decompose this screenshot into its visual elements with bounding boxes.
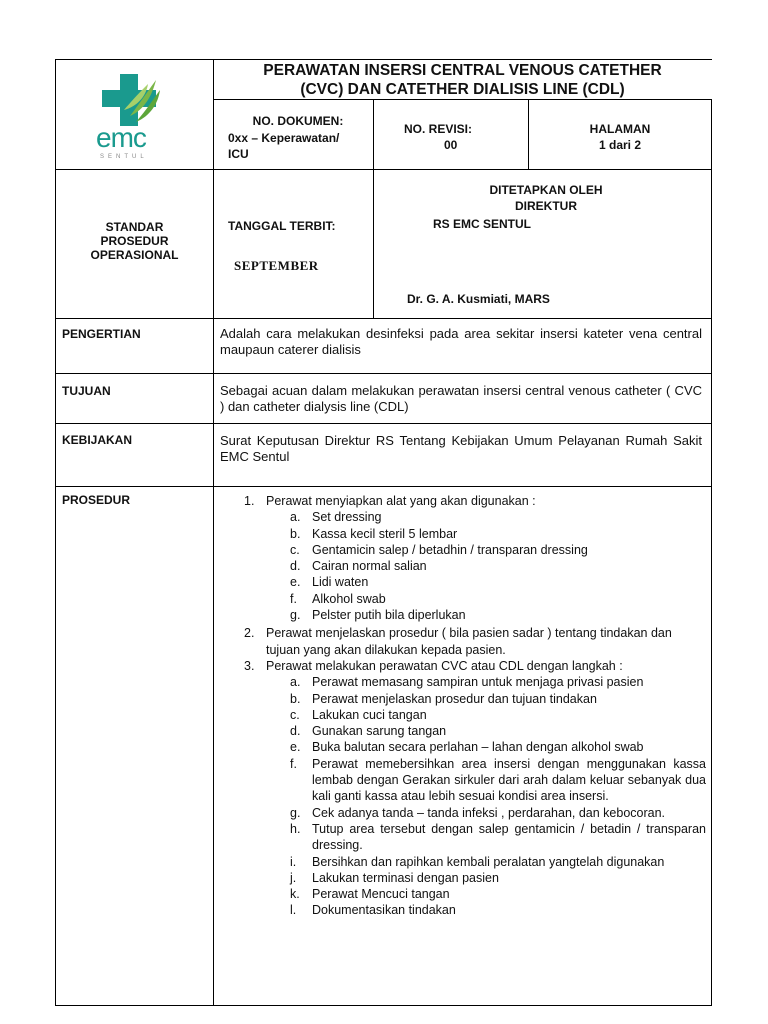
procedure-substep: f. Alkohol swab xyxy=(290,591,386,606)
page-value: 1 dari 2 xyxy=(598,138,642,152)
section-text-kebijakan: Surat Keputusan Direktur RS Tentang Kebijakan Umum Pelayanan Rumah Sakit EMC Sentul xyxy=(220,433,702,464)
doc-number-value: 0xx – Keperawatan/ xyxy=(228,131,340,145)
page-label: HALAMAN xyxy=(589,122,651,136)
procedure-substep: l. Dokumentasikan tindakan xyxy=(290,903,456,918)
cross-logo-icon xyxy=(90,70,170,130)
procedure-substep: e. Lidi waten xyxy=(290,575,369,590)
procedure-substep: i. Bersihkan dan rapihkan kembali peralatan yangtelah digunakan xyxy=(290,854,665,869)
procedure-substep: b. Kassa kecil steril 5 lembar xyxy=(290,526,458,541)
procedure-substep: d. Cairan normal salian xyxy=(290,559,427,574)
procedure-substep: k. Perawat Mencuci tangan xyxy=(290,887,450,902)
approved-by-label: DITETAPKAN OLEH xyxy=(489,183,603,197)
procedure-substep: c. Lakukan cuci tangan xyxy=(290,707,427,722)
issue-date-label: TANGGAL TERBIT: xyxy=(228,219,336,233)
procedure-substep: f. Perawat memebersihkan area insersi dengan menggunakan kassa lembab dengan Gerakan sirkuler dari arah dalam keluar sebanyak dua kali ganti kassa atau lebih sesuai kondisi area insersi. xyxy=(290,756,706,804)
sop-label-line1: STANDAR xyxy=(105,220,164,234)
procedure-substep: g. Pelster putih bila diperlukan xyxy=(290,608,466,623)
procedure-step: 1. Perawat menyiapkan alat yang akan digunakan : xyxy=(244,494,536,508)
approved-by-position: DIREKTUR xyxy=(515,199,577,213)
doc-number-label: NO. DOKUMEN: xyxy=(252,114,344,128)
revision-label: NO. REVISI: xyxy=(404,122,473,136)
doc-number-value-cont: ICU xyxy=(228,147,249,161)
section-text-tujuan: Sebagai acuan dalam melakukan perawatan insersi central venous catheter ( CVC ) dan catheter dialysis line (CDL) xyxy=(220,383,702,414)
procedure-substep: g. Cek adanya tanda – tanda infeksi , perdarahan, dan kebocoran. xyxy=(290,805,666,820)
procedure-substep: d. Gunakan sarung tangan xyxy=(290,724,447,739)
section-label-tujuan: TUJUAN xyxy=(62,384,111,398)
issue-date-value: SEPTEMBER xyxy=(234,258,319,273)
sop-label-line2: PROSEDUR xyxy=(100,234,169,248)
logo-subtext: SENTUL xyxy=(100,154,148,160)
approved-by-institution: RS EMC SENTUL xyxy=(433,217,532,231)
procedure-substep: h. Tutup area tersebut dengan salep gentamicin / betadin / transparan dressing. xyxy=(290,821,706,853)
section-label-kebijakan: KEBIJAKAN xyxy=(62,433,133,447)
procedure-substep: a. Set dressing xyxy=(290,510,382,525)
director-name: Dr. G. A. Kusmiati, MARS xyxy=(407,292,550,306)
procedure-step: 3. Perawat melakukan perawatan CVC atau CDL dengan langkah : xyxy=(244,658,623,673)
procedure-step: 2. Perawat menjelaskan prosedur ( bila pasien sadar ) tentang tindakan dan tujuan yang akan dilakukan kepada pasien. xyxy=(244,626,672,657)
procedure-substep: a. Perawat memasang sampiran untuk menjaga privasi pasien xyxy=(290,675,644,690)
procedure-substep: b. Perawat menjelaskan prosedur dan tujuan tindakan xyxy=(290,691,597,706)
section-label-prosedur: PROSEDUR xyxy=(62,493,131,507)
procedure-list xyxy=(244,493,706,919)
revision-value: 00 xyxy=(444,138,458,152)
procedure-substep: c. Gentamicin salep / betadhin / transparan dressing xyxy=(290,542,588,557)
sop-label-line3: OPERASIONAL xyxy=(90,248,179,262)
procedure-substep: j. Lakukan terminasi dengan pasien xyxy=(290,870,499,885)
procedure-substep: e. Buka balutan secara perlahan – lahan dengan alkohol swab xyxy=(290,740,644,755)
hospital-logo xyxy=(90,70,170,160)
logo-text: emc xyxy=(96,122,146,153)
section-label-pengertian: PENGERTIAN xyxy=(62,327,141,341)
document-title-line1: PERAWATAN INSERSI CENTRAL VENOUS CATETHER xyxy=(263,62,662,79)
document-title-line2: (CVC) DAN CATETHER DIALISIS LINE (CDL) xyxy=(300,81,625,98)
section-text-pengertian: Adalah cara melakukan desinfeksi pada area sekitar insersi kateter vena central maupaun caterer dialisis xyxy=(220,326,702,357)
